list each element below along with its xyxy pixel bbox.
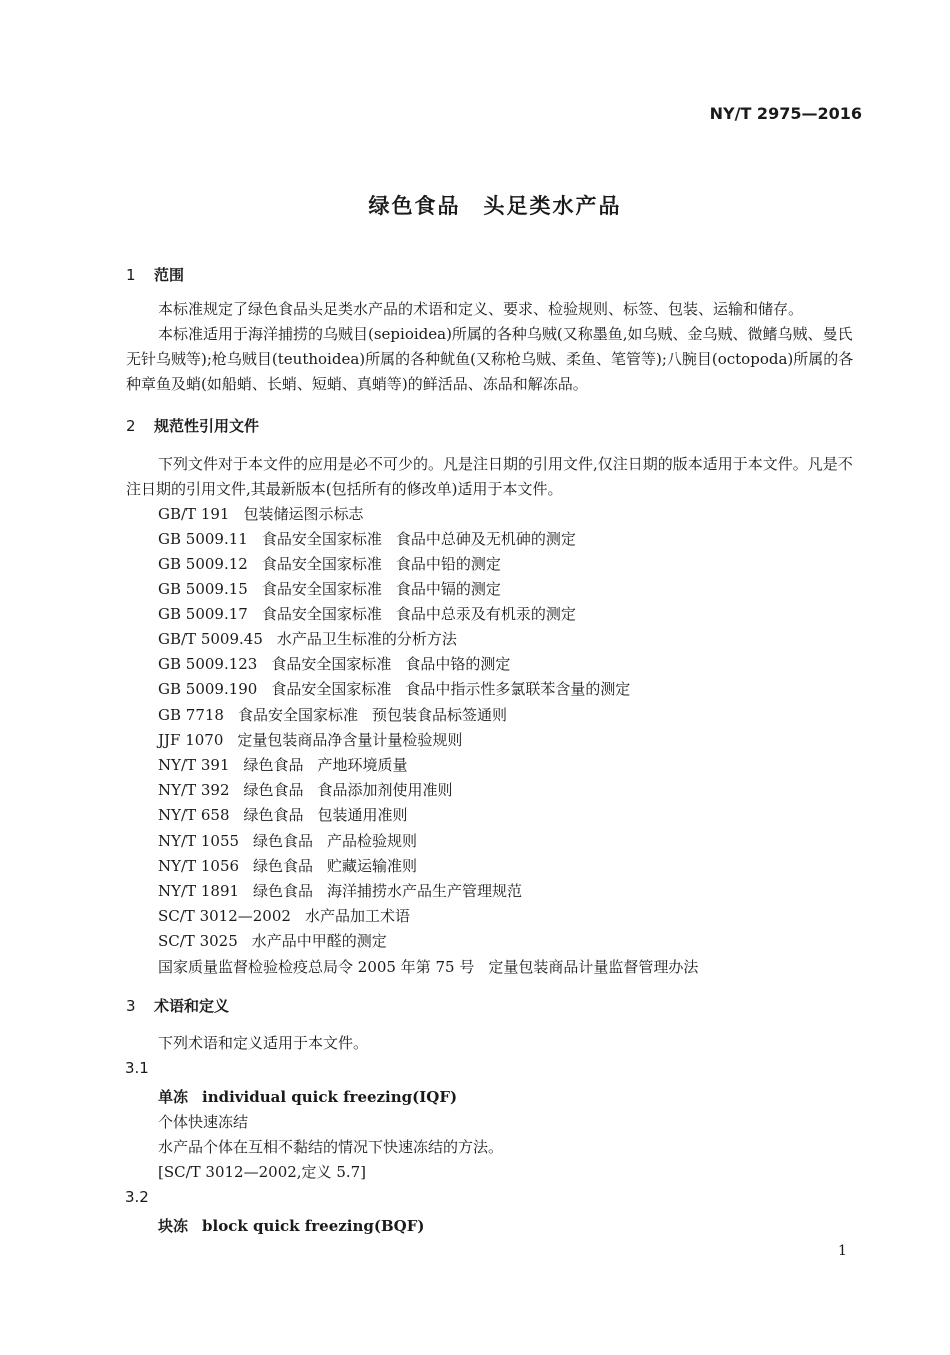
reference-name: 包装储运图示标志: [243, 505, 364, 523]
document-title: 绿色食品 头足类水产品: [368, 194, 622, 218]
reference-item: [158, 678, 630, 699]
reference-item: [158, 930, 401, 951]
reference-code: JJF 1070: [158, 731, 224, 749]
term-title: [158, 1215, 424, 1236]
reference-name: 绿色食品: [243, 806, 304, 824]
reference-code: GB 5009.12: [158, 555, 248, 573]
reference-item: [158, 855, 417, 876]
reference-detail: 预包装食品标签通则: [371, 706, 507, 724]
term-number: 3.1: [125, 1059, 149, 1077]
section-2-heading: [126, 415, 259, 436]
reference-code: GB 5009.190: [158, 680, 258, 698]
reference-detail: 食品添加剂使用准则: [317, 781, 453, 799]
term-definition: 水产品个体在互相不黏结的情况下快速冻结的方法。: [158, 1138, 504, 1156]
page-number: 1: [838, 1243, 847, 1259]
reference-code: GB 5009.15: [158, 580, 248, 598]
term-zh: 块冻: [158, 1217, 189, 1235]
reference-name: 水产品中甲醛的测定: [251, 932, 387, 950]
reference-item: [158, 779, 453, 800]
reference-detail: 食品中镉的测定: [395, 580, 501, 598]
reference-item: [158, 528, 576, 549]
reference-name: 绿色食品: [253, 857, 314, 875]
section-1-para-2: 本标准适用于海洋捕捞的乌贼目(sepioidea)所属的各种乌贼(又称墨鱼,如乌贼、金乌贼、微鳍乌贼、曼氏无针乌贼等);枪乌贼目(teuthoidea)所属的各种鱿鱼(又称枪乌贼、柔鱼、笔管等);八腕目(octopoda)所属的各种章鱼及蛸(如船蛸、长蛸、短蛸、真蛸等)的鲜活品、冻品和解冻品。: [126, 325, 854, 393]
reference-detail: 食品中指示性多氯联苯含量的测定: [405, 680, 631, 698]
reference-code: NY/T 658: [158, 806, 230, 824]
reference-detail: 食品中铅的测定: [395, 555, 501, 573]
reference-name: 食品安全国家标准: [261, 605, 382, 623]
reference-name: 定量包装商品计量监督管理办法: [488, 958, 699, 976]
reference-code: GB 5009.17: [158, 605, 248, 623]
reference-name: 绿色食品: [253, 882, 314, 900]
reference-name: 绿色食品: [243, 756, 304, 774]
reference-code: GB/T 191: [158, 505, 230, 523]
reference-name: 食品安全国家标准: [237, 706, 358, 724]
term-en: individual quick freezing(IQF): [202, 1088, 458, 1106]
section-3-heading: [126, 995, 229, 1016]
reference-item: [158, 653, 510, 674]
reference-item: [158, 553, 501, 574]
reference-name: 食品安全国家标准: [261, 530, 382, 548]
reference-item: [158, 905, 424, 926]
reference-code: GB 7718: [158, 706, 224, 724]
reference-item: [158, 956, 712, 977]
reference-item: [158, 754, 408, 775]
term-en: block quick freezing(BQF): [202, 1217, 425, 1235]
section-2-intro: 下列文件对于本文件的应用是必不可少的。凡是注日期的引用文件,仅注日期的版本适用于本文件。凡是不注日期的引用文件,其最新版本(包括所有的修改单)适用于本文件。: [126, 455, 853, 498]
reference-code: GB/T 5009.45: [158, 630, 263, 648]
reference-name: 绿色食品: [253, 832, 314, 850]
section-number: 1: [126, 266, 136, 284]
reference-code: NY/T 1055: [158, 832, 240, 850]
reference-detail: 食品中铬的测定: [405, 655, 511, 673]
section-number: 2: [126, 417, 136, 435]
reference-code: NY/T 1056: [158, 857, 240, 875]
reference-code: GB 5009.11: [158, 530, 248, 548]
reference-item: [158, 704, 507, 725]
reference-name: 绿色食品: [243, 781, 304, 799]
reference-detail: 产品检验规则: [327, 832, 418, 850]
reference-code: NY/T 391: [158, 756, 230, 774]
reference-detail: 海洋捕捞水产品生产管理规范: [327, 882, 523, 900]
reference-name: 水产品加工术语: [304, 907, 410, 925]
section-3-intro: 下列术语和定义适用于本文件。: [158, 1034, 369, 1052]
reference-code: NY/T 1891: [158, 882, 240, 900]
reference-item: [158, 830, 417, 851]
reference-item: [158, 503, 377, 524]
reference-code: SC/T 3025: [158, 932, 238, 950]
section-1-heading: [126, 264, 184, 285]
reference-detail: 产地环境质量: [317, 756, 408, 774]
reference-item: [158, 880, 522, 901]
reference-code: GB 5009.123: [158, 655, 258, 673]
reference-code: NY/T 392: [158, 781, 230, 799]
term-number: 3.2: [125, 1188, 149, 1206]
reference-detail: 包装通用准则: [317, 806, 408, 824]
reference-code: SC/T 3012—2002: [158, 907, 291, 925]
reference-item: [158, 628, 471, 649]
reference-name: 食品安全国家标准: [271, 655, 392, 673]
term-title: [158, 1086, 457, 1107]
reference-name: 定量包装商品净含量计量检验规则: [237, 731, 463, 749]
term-alt: 个体快速冻结: [158, 1113, 249, 1131]
section-1-para-1: 本标准规定了绿色食品头足类水产品的术语和定义、要求、检验规则、标签、包装、运输和储存。: [158, 300, 804, 318]
reference-detail: 食品中总汞及有机汞的测定: [395, 605, 576, 623]
term-source: [SC/T 3012—2002,定义 5.7]: [158, 1163, 367, 1181]
reference-name: 食品安全国家标准: [261, 580, 382, 598]
reference-detail: 食品中总砷及无机砷的测定: [395, 530, 576, 548]
reference-name: 水产品卫生标准的分析方法: [276, 630, 457, 648]
reference-item: [158, 603, 576, 624]
reference-code: 国家质量监督检验检疫总局令 2005 年第 75 号: [158, 958, 475, 976]
section-title: 术语和定义: [154, 997, 230, 1015]
section-title: 范围: [154, 266, 185, 284]
standard-code: NY/T 2975—2016: [709, 104, 862, 123]
reference-name: 食品安全国家标准: [261, 555, 382, 573]
reference-detail: 贮藏运输准则: [327, 857, 418, 875]
reference-item: [158, 804, 408, 825]
reference-name: 食品安全国家标准: [271, 680, 392, 698]
section-number: 3: [126, 997, 136, 1015]
reference-item: [158, 729, 476, 750]
section-title: 规范性引用文件: [154, 417, 260, 435]
reference-item: [158, 578, 501, 599]
term-zh: 单冻: [158, 1088, 189, 1106]
